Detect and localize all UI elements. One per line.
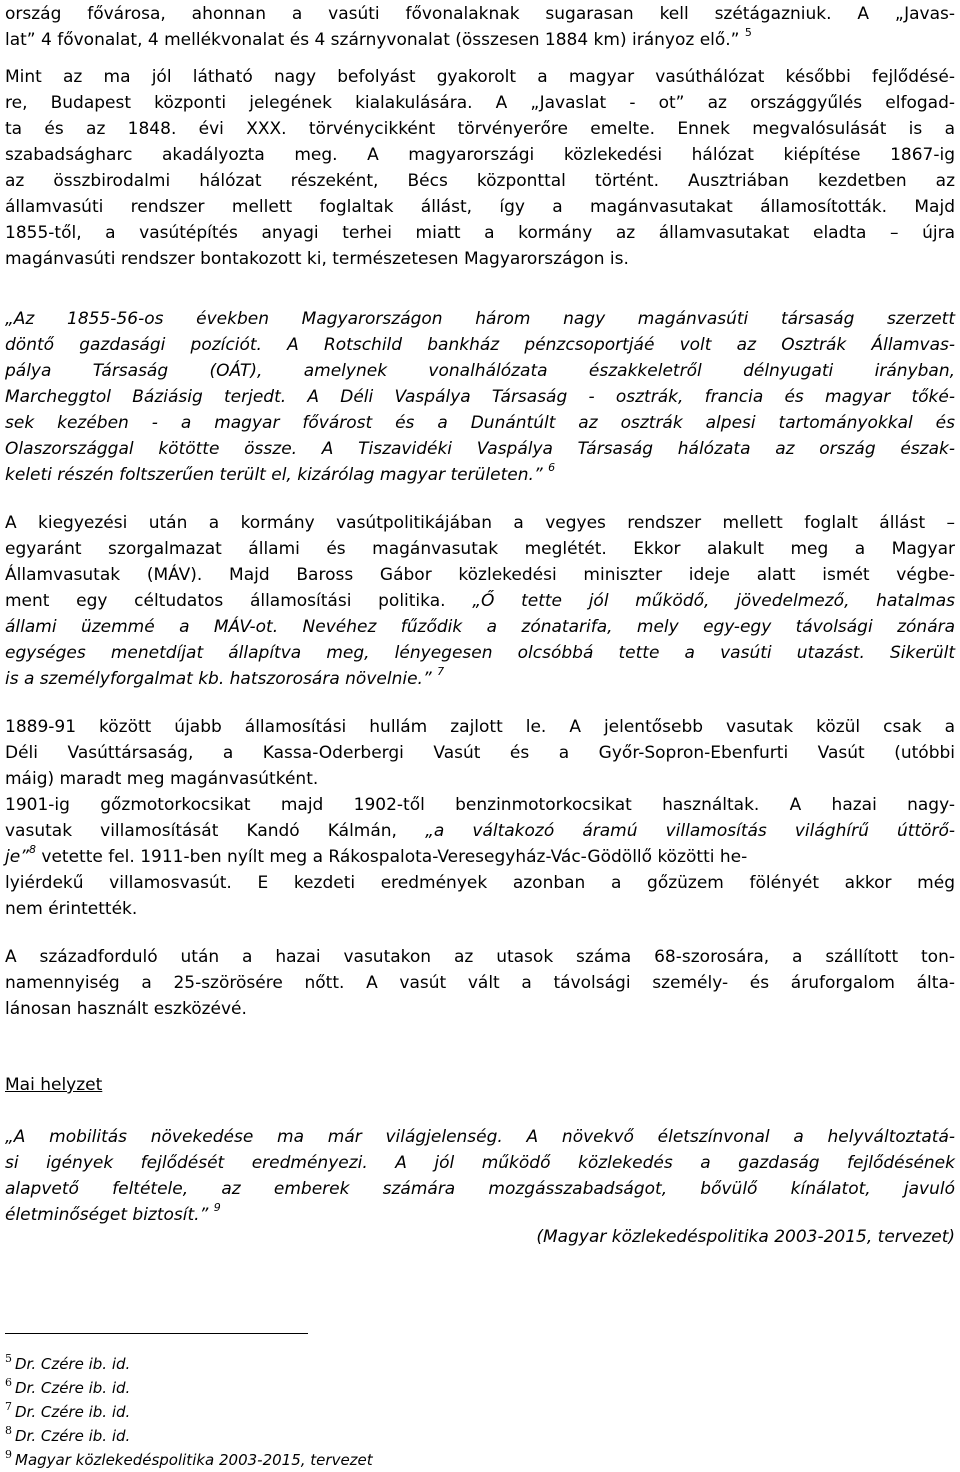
paragraph-5-line-1: 1889-91 között újabb államosítási hullám zajlott le. A jelentősebb vasutak közül csak a [5,717,955,737]
paragraph-4-line-4-quote: „Ő tette jól működő, jövedelmező, hatalmas [472,591,955,611]
paragraph-5-line-3: máig) maradt meg magánvasútként. [5,769,319,789]
paragraph-8-line-1: „A mobilitás növekedése ma már világjelenség. A növekvő életszínvonal a helyváltoztatá- [5,1127,955,1147]
paragraph-6-line-4: lyiérdekű villamosvasút. E kezdeti eredmények azonban a gőzüzem fölényét akkor még [5,873,955,893]
paragraph-8-line-3: alapvető feltétele, az emberek számára mozgásszabadságot, bővülő kínálatot, javuló [5,1179,955,1199]
section-heading-text: Mai helyzet [5,1075,103,1095]
paragraph-4-line-7-text: is a személyforgalmat kb. hatszorosára növelnie.” [5,669,432,689]
footnote-6 [5,1372,131,1397]
paragraph-3-line-6: Olaszországgal kötötte össze. A Tiszavidéki Vaspálya Társaság hálózata az ország észak- [5,439,955,459]
paragraph-2-line-8: magánvasúti rendszer bontakozott ki, természetesen Magyarországon is. [5,249,629,269]
quote-source: (Magyar közlekedéspolitika 2003-2015, tervezet) [536,1227,955,1247]
paragraph-3-line-5: sek kezében - a magyar fővárost és a Dunántúlt az osztrák alpesi tartományokkal és [5,413,955,433]
paragraph-4-line-5-text: állami üzemmé a MÁV-ot. [5,617,279,637]
paragraph-6-line-2-quote: „a váltakozó áramú villamosítás világhírű úttörő- [425,821,955,841]
paragraph-8-line-4-text: életminőséget biztosít.” [5,1205,209,1225]
paragraph-7-line-1: A századforduló után a hazai vasutakon az utasok száma 68-szorosára, a szállított ton- [5,947,955,967]
paragraph-2-line-3: ta és az 1848. évi XXX. törvénycikként törvényerőre emelte. Ennek megvalósulását is a [5,119,955,139]
paragraph-6-line-2 [5,818,955,844]
footnote-7 [5,1396,131,1421]
footnote-8 [5,1420,131,1445]
footnote-ref-8: 8 [29,843,36,856]
footnote-ref-7: 7 [437,665,445,678]
paragraph-3-line-2: döntő gazdasági pozíciót. A Rotschild bankház pénzcsoportjáé volt az Osztrák Államvas- [5,335,955,355]
paragraph-4-line-4 [5,588,955,614]
footnote-6-text: Dr. Czére ib. id. [15,1379,131,1397]
paragraph-8-line-2: si igények fejlődését eredményezi. A jól működő közlekedés a gazdaság fejlődésének [5,1153,955,1173]
paragraph-4-line-7 [5,666,955,692]
paragraph-2-line-2: re, Budapest központi jelegének kialakulására. A „Javaslat - ot” az országgyűlés elfogad- [5,93,955,113]
paragraph-2-line-6: államvasúti rendszer mellett foglaltak állást, így a magánvasutakat államosították. Majd [5,197,955,217]
paragraph-5-line-2: Déli Vasúttársaság, a Kassa-Oderbergi Vasút és a Győr-Sopron-Ebenfurti Vasút (utóbbi [5,743,955,763]
footnote-7-text: Dr. Czére ib. id. [15,1403,131,1421]
paragraph-4-line-6: egységes menetdíjat állapítva meg, lényegesen olcsóbbá tette a vasúti utazást. Sikerült [5,643,955,663]
paragraph-6-line-3-quote: je” [5,847,29,867]
footnote-6-number: 6 [5,1376,12,1389]
paragraph-6-line-2-text: vasutak villamosítását Kandó Kálmán, [5,821,397,841]
footnote-ref-9: 9 [213,1201,221,1214]
footnote-7-number: 7 [5,1400,12,1413]
footnote-5-number: 5 [5,1352,12,1365]
footnote-8-text: Dr. Czére ib. id. [15,1427,131,1445]
paragraph-6-line-3 [5,844,955,870]
footnote-separator [5,1333,308,1334]
paragraph-3-line-4: Marcheggtol Báziásig terjedt. A Déli Vaspálya Társaság - osztrák, francia és magyar tőké- [5,387,955,407]
footnote-ref-5: 5 [744,26,752,39]
paragraph-3-line-3: pálya Társaság (OÁT), amelynek vonalhálózata északkeletről délnyugati irányban, [5,361,955,381]
paragraph-6-line-5: nem érintették. [5,899,138,919]
paragraph-1-line-2-text: lat” 4 fővonalat, 4 mellékvonalat és 4 szárnyvonalat (összesen 1884 km) irányoz elő.” [5,30,740,50]
footnote-9-number: 9 [5,1448,12,1461]
paragraph-2-line-1: Mint az ma jól látható nagy befolyást gyakorolt a magyar vasúthálózat későbbi fejlődésé- [5,67,955,87]
paragraph-7-line-3: lánosan használt eszközévé. [5,999,247,1019]
paragraph-7-line-2: namennyiség a 25-szörösére nőtt. A vasút vált a távolsági személy- és áruforgalom álta- [5,973,955,993]
paragraph-4-line-4-text: ment egy céltudatos államosítási politika. [5,591,446,611]
footnote-ref-6: 6 [548,461,556,474]
paragraph-4-line-5-quote: Nevéhez fűződik a zónatarifa, mely egy-egy távolsági zónára [302,617,956,637]
section-heading [5,1072,955,1098]
paragraph-4-line-2: egyaránt szorgalmazat állami és magánvasutak meglétét. Ekkor alakult meg a Magyar [5,539,955,559]
paragraph-6-line-1: 1901-ig gőzmotorkocsikat majd 1902-től benzinmotorkocsikat használtak. A hazai nagy- [5,795,955,815]
paragraph-2-line-5: az összbirodalmi hálózat részeként, Bécs központtal történt. Ausztriában kezdetben az [5,171,955,191]
footnote-9-text: Magyar közlekedéspolitika 2003-2015, tervezet [15,1451,373,1469]
footnote-9 [5,1444,373,1469]
footnote-5 [5,1348,131,1373]
paragraph-3-line-7-text: keleti részén foltszerűen terült el, kizárólag magyar területen.” [5,465,543,485]
paragraph-3-line-7 [5,462,955,488]
paragraph-4-line-5 [5,614,955,640]
paragraph-4-line-3: Államvasutak (MÁV). Majd Baross Gábor közlekedési miniszter ideje alatt ismét végbe- [5,565,955,585]
paragraph-1-line-2 [5,27,955,53]
footnote-8-number: 8 [5,1424,12,1437]
paragraph-4-line-1: A kiegyezési után a kormány vasútpolitikájában a vegyes rendszer mellett foglalt állást – [5,513,955,533]
paragraph-1-line-1: ország fővárosa, ahonnan a vasúti fővonalaknak sugarasan kell szétágazniuk. A „Javas- [5,4,955,24]
paragraph-2-line-4: szabadságharc akadályozta meg. A magyarországi közlekedési hálózat kiépítése 1867-ig [5,145,955,165]
paragraph-6-line-3-text: vetette fel. 1911-ben nyílt meg a Rákospalota-Veresegyház-Vác-Gödöllő közötti he- [36,847,748,867]
footnote-5-text: Dr. Czére ib. id. [15,1355,131,1373]
paragraph-3-line-1: „Az 1855-56-os években Magyarországon három nagy magánvasúti társaság szerzett [5,309,955,329]
paragraph-2-line-7: 1855-től, a vasútépítés anyagi terhei miatt a kormány az államvasutakat eladta – újra [5,223,955,243]
